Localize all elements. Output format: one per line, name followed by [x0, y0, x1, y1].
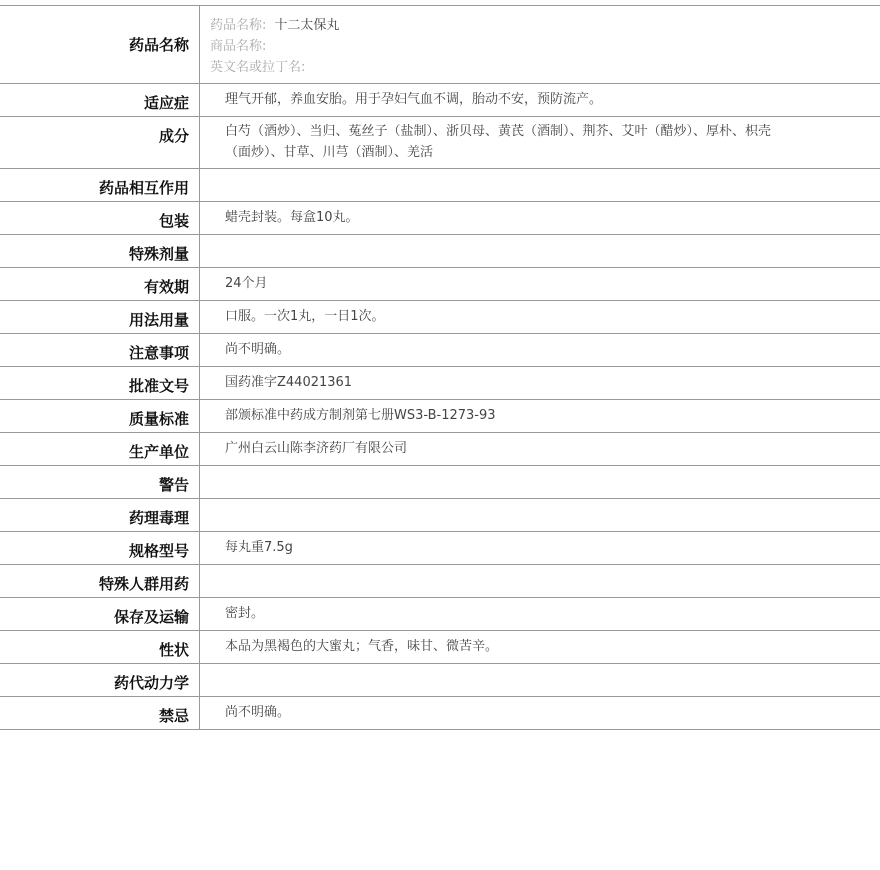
row-label: 药品相互作用: [0, 169, 200, 201]
row-usage-dosage: [0, 301, 880, 334]
row-pharmacology-toxicology: [0, 499, 880, 532]
english-name-label: 英文名或拉丁名:: [210, 60, 306, 75]
row-value: [200, 169, 880, 201]
row-value: 本品为黑褐色的大蜜丸；气香，味甘、微苦辛。: [225, 639, 499, 654]
row-label: 批准文号: [0, 367, 200, 399]
row-indications: [0, 84, 880, 117]
row-label: 适应症: [0, 84, 200, 116]
row-label: 生产单位: [0, 433, 200, 465]
row-value: [200, 235, 880, 267]
row-manufacturer: [0, 433, 880, 466]
trade-name-label: 商品名称:: [210, 39, 267, 54]
row-label: 包装: [0, 202, 200, 234]
row-value: 白芍（酒炒）、当归、菟丝子（盐制）、浙贝母、黄芪（酒制）、荆芥、艾叶（醋炒）、厚朴、枳壳（面炒）、甘草、川芎（酒制）、羌活: [225, 124, 772, 160]
row-value: 广州白云山陈李济药厂有限公司: [225, 441, 408, 456]
row-approval-number: [0, 367, 880, 400]
row-label: 保存及运输: [0, 598, 200, 630]
row-label: 有效期: [0, 268, 200, 300]
row-value: 尚不明确。: [225, 705, 291, 720]
row-label: 性状: [0, 631, 200, 663]
row-specification: [0, 532, 880, 565]
row-label: 用法用量: [0, 301, 200, 333]
drug-name-block: [200, 6, 880, 83]
row-label: 质量标准: [0, 400, 200, 432]
row-label: 禁忌: [0, 697, 200, 729]
row-value: 蜡壳封装。每盒10丸。: [225, 210, 359, 225]
row-label: 注意事项: [0, 334, 200, 366]
row-special-populations: [0, 565, 880, 598]
row-contraindications: [0, 697, 880, 730]
row-label: 药代动力学: [0, 664, 200, 696]
row-storage-transport: [0, 598, 880, 631]
generic-name-line: [210, 15, 880, 36]
row-quality-standard: [0, 400, 880, 433]
trade-name-line: [210, 36, 880, 57]
row-drug-interactions: [0, 169, 880, 202]
row-value: [200, 664, 880, 696]
row-drug-name: [0, 6, 880, 84]
row-label: 药理毒理: [0, 499, 200, 531]
row-packaging: [0, 202, 880, 235]
row-value: 每丸重7.5g: [225, 540, 293, 555]
row-value: 口服。一次1丸，一日1次。: [225, 309, 385, 324]
row-value: [200, 466, 880, 498]
row-pharmacokinetics: [0, 664, 880, 697]
row-description: [0, 631, 880, 664]
drug-info-table: [0, 5, 880, 730]
english-name-line: [210, 57, 880, 78]
row-warning: [0, 466, 880, 499]
row-value: 24个月: [225, 276, 268, 291]
generic-name-value: 十二太保丸: [274, 18, 340, 33]
row-value: 密封。: [225, 606, 265, 621]
row-value: 尚不明确。: [225, 342, 291, 357]
row-label: 规格型号: [0, 532, 200, 564]
row-value: 国药准字Z44021361: [225, 375, 353, 390]
generic-name-label: 药品名称:: [210, 18, 267, 33]
row-label: 特殊人群用药: [0, 565, 200, 597]
row-value: [200, 499, 880, 531]
row-special-dosage: [0, 235, 880, 268]
row-value: 部颁标准中药成方制剂第七册WS3-B-1273-93: [225, 408, 496, 423]
row-value: 理气开郁，养血安胎。用于孕妇气血不调，胎动不安，预防流产。: [225, 92, 603, 107]
row-label-drug-name: 药品名称: [0, 6, 200, 83]
row-value: [200, 565, 880, 597]
row-label: 特殊剂量: [0, 235, 200, 267]
row-precautions: [0, 334, 880, 367]
row-label: 警告: [0, 466, 200, 498]
row-label: 成分: [0, 117, 200, 168]
row-ingredients: [0, 117, 880, 169]
row-shelf-life: [0, 268, 880, 301]
